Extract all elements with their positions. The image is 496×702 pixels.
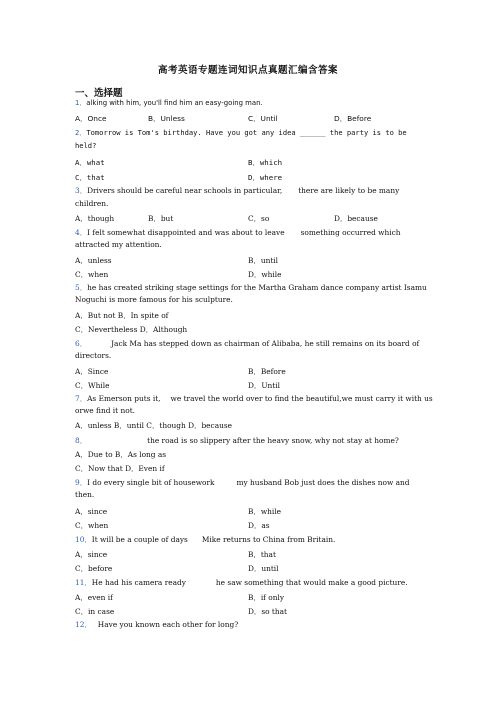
question-9 [75, 478, 410, 487]
option-b: B．but [148, 214, 174, 223]
option-b: B．which [248, 158, 283, 167]
question-number: 2． [75, 128, 87, 137]
question-number: 4． [75, 228, 88, 237]
option-b: B．Before [248, 367, 286, 376]
option-d: D．as [248, 521, 270, 530]
question-2 [75, 128, 407, 137]
option-a: A．Since [75, 367, 109, 376]
question-text: Mike returns to China from Britain. [201, 535, 336, 544]
option-b: B．that [248, 550, 276, 559]
option-d: D．while [248, 270, 282, 279]
question-6 [75, 339, 419, 348]
question-text: As Emerson puts it, [87, 394, 161, 403]
option-a: A．since [75, 507, 108, 516]
question-text: Have you known each other for long? [97, 620, 239, 629]
question-11 [75, 578, 408, 587]
question-text-cont: Noguchi is more famous for his sculpture. [75, 295, 233, 304]
question-4 [75, 228, 401, 237]
question-text: I do every single bit of housework [87, 478, 215, 487]
option-a: A．even if [75, 593, 113, 602]
option-a: A．though [75, 214, 115, 223]
question-number: 9． [75, 478, 88, 487]
options-row-1: A．Due to B．As long as [75, 450, 167, 459]
option-a: A．unless [75, 256, 112, 265]
option-c: C．so [248, 214, 270, 223]
question-text-cont: orwe find it not. [75, 406, 136, 415]
option-d: D．where [248, 173, 283, 182]
question-text: we travel the world over to find the beautiful,we must carry it with us [170, 394, 433, 403]
question-number: 6． [75, 339, 88, 348]
option-c: C．Until [248, 114, 278, 123]
question-text: Jack Ma has stepped down as chairman of Alibaba, he still remains on its board of [111, 339, 420, 348]
question-text-cont: directors. [75, 351, 112, 360]
page-title: 高考英语专题连词知识点真题汇编含答案 [157, 65, 338, 76]
question-text-cont: children. [75, 199, 109, 208]
option-c: C．in case [75, 607, 115, 616]
question-number: 3． [75, 186, 88, 195]
option-c: C．that [75, 173, 105, 182]
options-row-2: C．Nevertheless D．Although [75, 325, 188, 334]
option-a: A．Once [75, 114, 107, 123]
question-number: 1． [75, 99, 87, 107]
option-d: D．until [248, 564, 279, 573]
option-c: C．before [75, 564, 113, 573]
question-text: I felt somewhat disappointed and was about to leave [87, 228, 285, 237]
question-number: 11． [75, 578, 92, 587]
option-d: D．because [334, 214, 378, 223]
option-b: B．until [248, 256, 279, 265]
question-number: 12． [75, 620, 92, 629]
question-text: he has created striking stage settings for the Martha Graham dance company artist Isamu [87, 283, 427, 292]
question-3 [75, 186, 399, 195]
option-b: B．while [248, 507, 282, 516]
question-text: my husband Bob just does the dishes now and [236, 478, 410, 487]
option-d: D．Before [334, 114, 372, 123]
question-text: something occurred which [300, 228, 401, 237]
question-text: Tomorrow is Tom's birthday. Have you got any idea ______ the party is to be [86, 128, 407, 137]
question-text: he saw something that would make a good picture. [215, 578, 408, 587]
question-text-cont: held? [75, 141, 97, 150]
question-5 [75, 283, 427, 292]
question-number: 8． [75, 436, 88, 445]
question-text-cont: attracted my attention. [75, 240, 162, 249]
option-b: B．Unless [148, 114, 185, 123]
option-c: C．when [75, 270, 109, 279]
section-heading: 一、选择题 [75, 88, 123, 99]
question-text: there are likely to be many [298, 186, 400, 195]
question-text: It will be a couple of days [91, 535, 188, 544]
question-text: He had his camera ready [91, 578, 186, 587]
option-a: A．since [75, 550, 108, 559]
question-number: 10． [75, 535, 92, 544]
option-c: C．when [75, 521, 109, 530]
option-d: D．Until [248, 381, 281, 390]
question-number: 5． [75, 283, 88, 292]
question-8 [75, 436, 399, 445]
options-row: A．unless B．until C．though D．because [75, 421, 233, 430]
question-text: Drivers should be careful near schools in particular, [87, 186, 283, 195]
question-1 [75, 99, 263, 108]
question-7 [75, 394, 433, 403]
question-text-cont: then. [75, 490, 95, 499]
question-10 [75, 535, 335, 544]
question-text: alking with him, you'll find him an easy-going man. [86, 99, 263, 107]
question-text: the road is so slippery after the heavy snow, why not stay at home? [147, 436, 399, 445]
option-c: C．While [75, 381, 110, 390]
question-number: 7． [75, 394, 88, 403]
question-12 [75, 620, 238, 629]
option-a: A．what [75, 158, 105, 167]
option-d: D．so that [248, 607, 288, 616]
option-b: B．if only [248, 593, 285, 602]
options-row-2: C．Now that D．Even if [75, 464, 165, 473]
options-row-1: A．But not B．In spite of [75, 311, 169, 320]
